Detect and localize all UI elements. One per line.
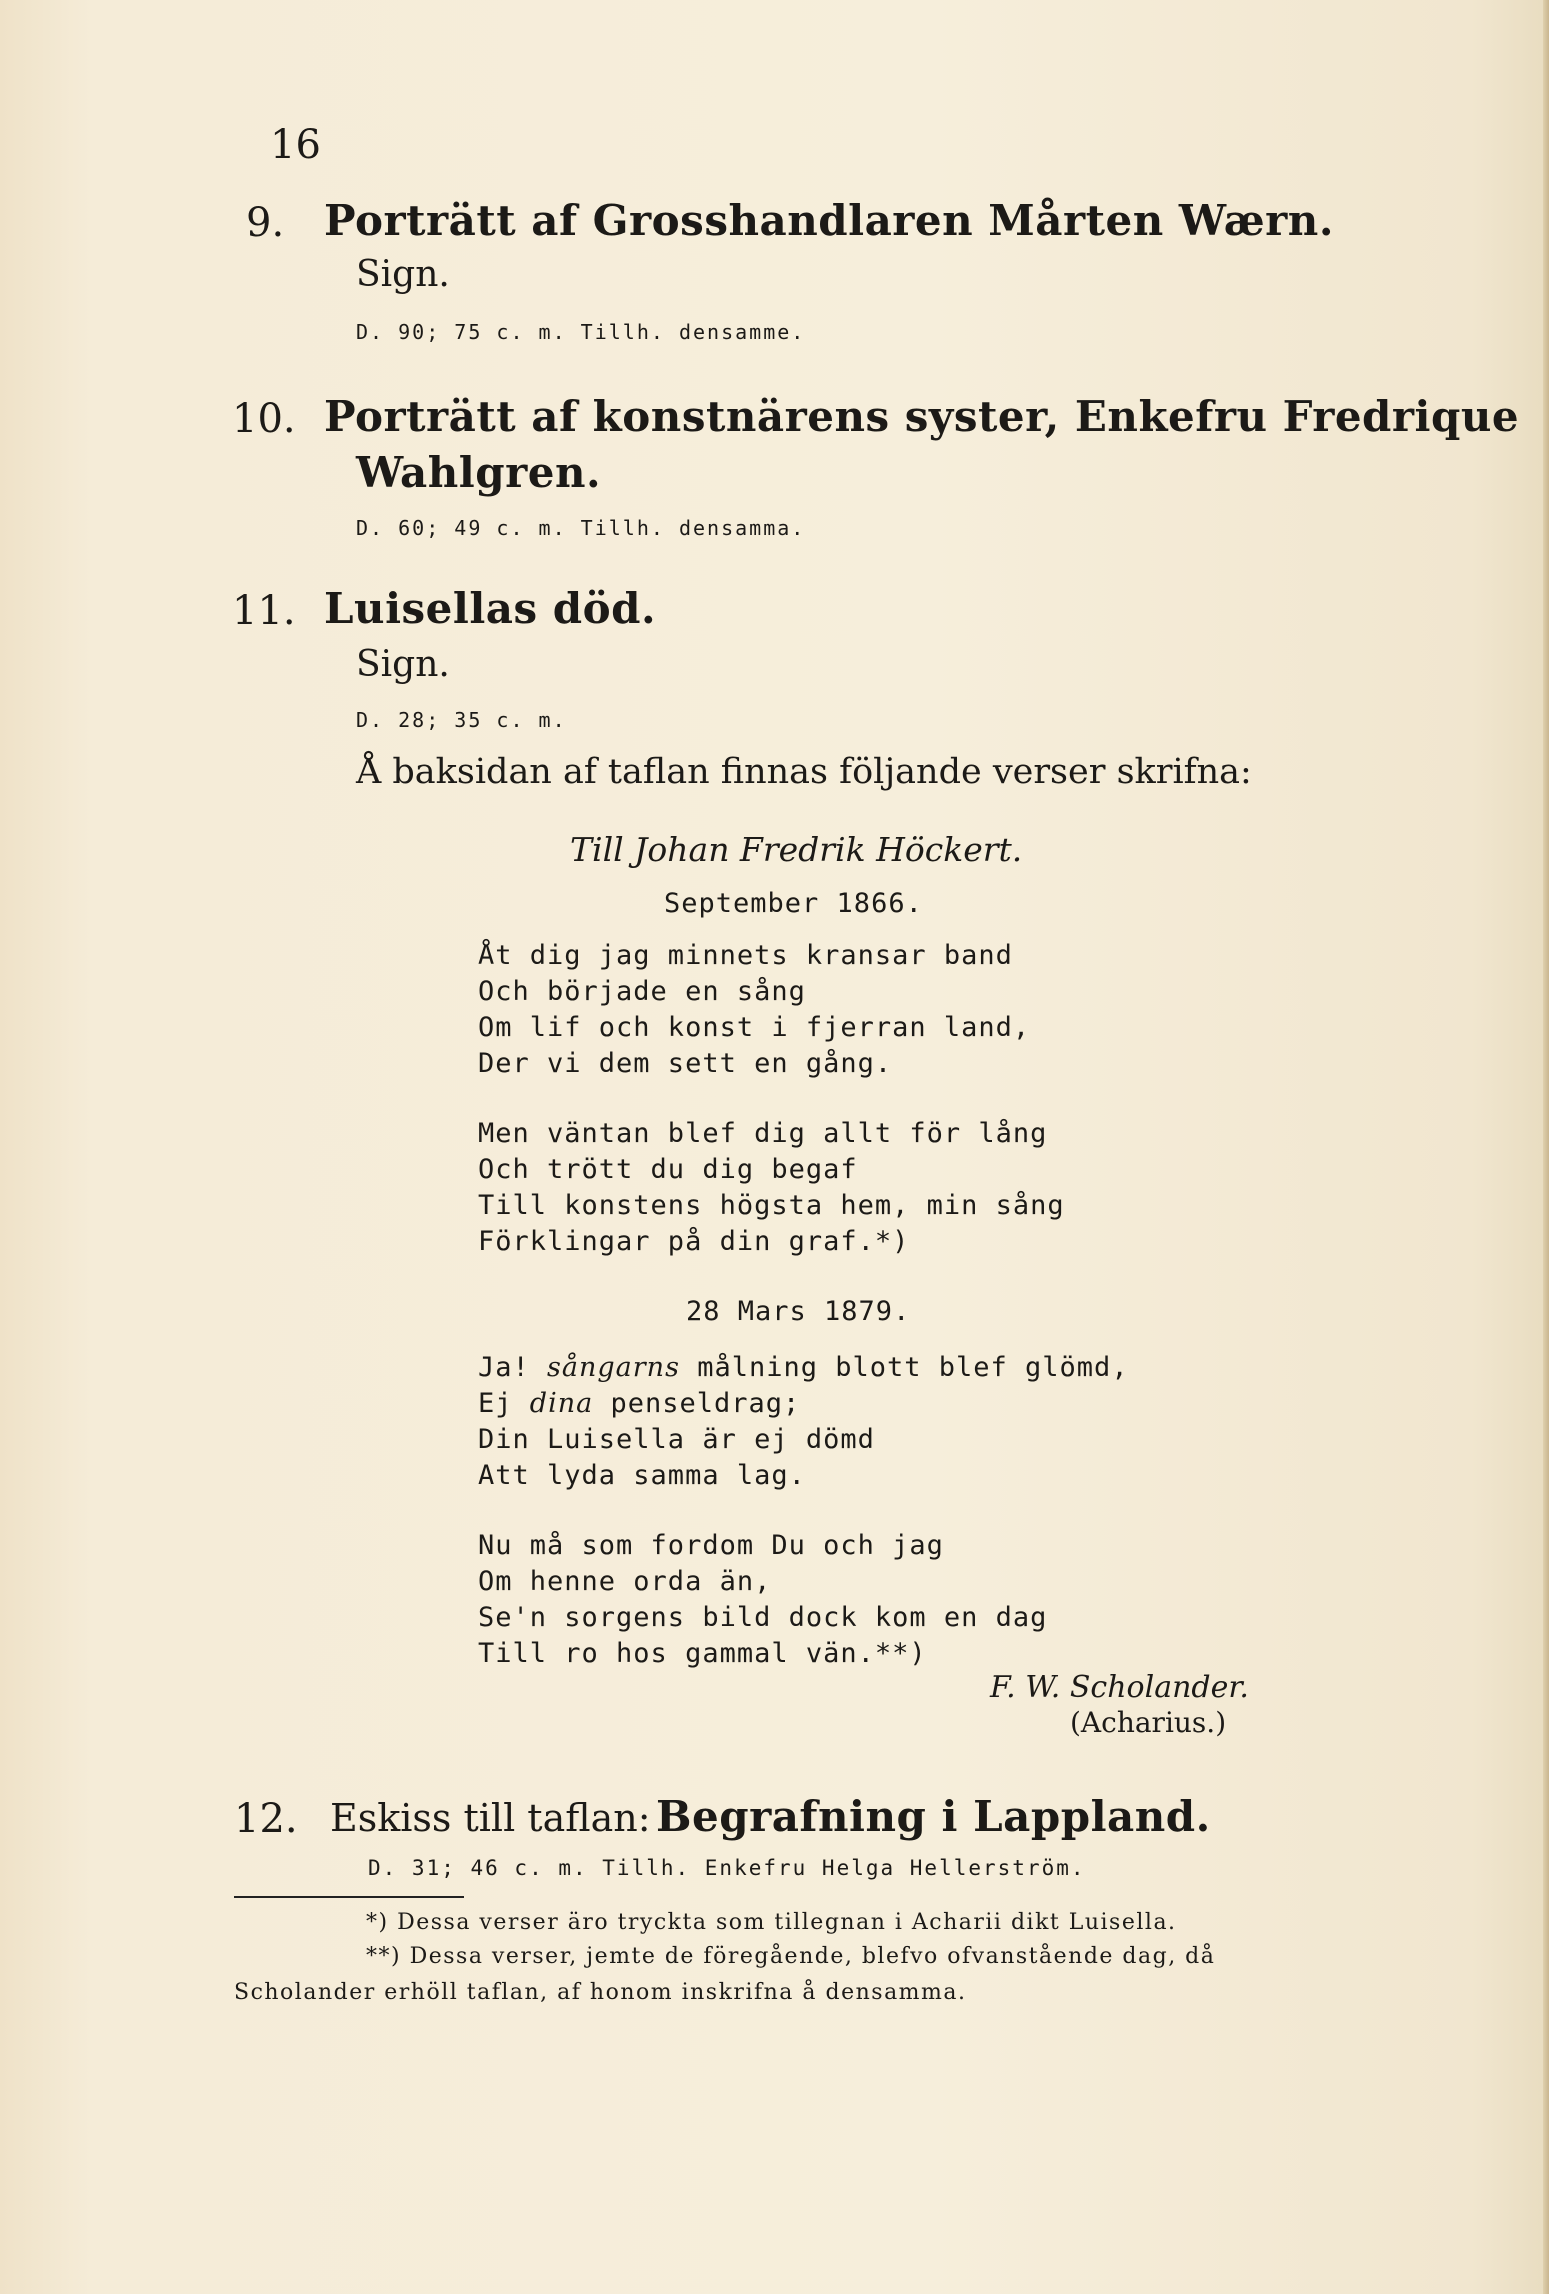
entry-note: Å baksidan af taflan finnas följande verser skrifna: bbox=[356, 752, 1252, 792]
poem-line: Åt dig jag minnets kransar band bbox=[478, 940, 1013, 971]
poem-line: Till konstens högsta hem, min sång bbox=[478, 1190, 1065, 1221]
poem-line: Till ro hos gammal vän.**) bbox=[478, 1638, 927, 1669]
poem-stanza bbox=[478, 938, 1030, 1082]
poem-line: Der vi dem sett en gång. bbox=[478, 1048, 893, 1079]
footnote-continued: Scholander erhöll taflan, af honom inskrifna å densamma. bbox=[234, 1980, 967, 2005]
entry-meta: D. 28; 35 c. m. bbox=[356, 708, 567, 732]
poem-line: Om henne orda än, bbox=[478, 1566, 772, 1597]
footnote: **) Dessa verser, jemte de föregående, blefvo ofvanstående dag, då bbox=[366, 1944, 1216, 1969]
poem-line: Nu må som fordom Du och jag bbox=[478, 1530, 944, 1561]
entry-number: 9. bbox=[246, 200, 285, 246]
poem-heading: Till Johan Fredrik Höckert. bbox=[570, 830, 1023, 869]
poem-pseudonym: (Acharius.) bbox=[1070, 1706, 1227, 1739]
entry-title: Begrafning i Lappland. bbox=[656, 1792, 1211, 1841]
entry-meta: D. 31; 46 c. m. Tillh. Enkefru Helga Hellerström. bbox=[368, 1856, 1086, 1880]
entry-number: 10. bbox=[232, 396, 296, 442]
entry-prefix: Eskiss till taflan: bbox=[330, 1796, 651, 1840]
poem-stanza bbox=[478, 1528, 1047, 1672]
emphasis: sångarns bbox=[547, 1352, 680, 1383]
poem-stanza bbox=[478, 1116, 1065, 1260]
entry-title: Porträtt af Grosshandlaren Mårten Wærn. bbox=[324, 196, 1334, 245]
poem-line: Men väntan blef dig allt för lång bbox=[478, 1118, 1048, 1149]
footnote-divider bbox=[234, 1896, 464, 1898]
entry-title: Porträtt af konstnärens syster, Enkefru Fredrique bbox=[324, 392, 1520, 441]
poem-line: Din Luisella är ej dömd bbox=[478, 1424, 875, 1455]
entry-sign: Sign. bbox=[356, 254, 450, 295]
poem-line: Och började en sång bbox=[478, 976, 806, 1007]
poem-line: Förklingar på din graf.*) bbox=[478, 1226, 910, 1257]
footnote: *) Dessa verser äro tryckta som tillegnan i Acharii dikt Luisella. bbox=[366, 1910, 1177, 1935]
entry-meta: D. 90; 75 c. m. Tillh. densamme. bbox=[356, 320, 806, 344]
entry-title-continued: Wahlgren. bbox=[356, 448, 602, 497]
poem-line: Och trött du dig begaf bbox=[478, 1154, 858, 1185]
poem-line: Se'n sorgens bild dock kom en dag bbox=[478, 1602, 1048, 1633]
entry-sign: Sign. bbox=[356, 644, 450, 685]
poem-line: Ja! sångarns målning blott blef glömd, bbox=[478, 1352, 1129, 1383]
poem-stanza bbox=[478, 1350, 1129, 1494]
poem-signature: F. W. Scholander. bbox=[990, 1670, 1249, 1705]
poem-line: Om lif och konst i fjerran land, bbox=[478, 1012, 1031, 1043]
page-edge bbox=[1543, 0, 1549, 2294]
poem-date: September 1866. bbox=[664, 888, 923, 919]
entry-title: Luisellas död. bbox=[324, 584, 657, 633]
entry-number: 11. bbox=[232, 588, 296, 634]
entry-meta: D. 60; 49 c. m. Tillh. densamma. bbox=[356, 516, 806, 540]
poem-line: Ej dina penseldrag; bbox=[478, 1388, 801, 1419]
poem-date: 28 Mars 1879. bbox=[686, 1296, 911, 1327]
poem-line: Att lyda samma lag. bbox=[478, 1460, 806, 1491]
entry-number: 12. bbox=[234, 1796, 298, 1842]
emphasis: dina bbox=[529, 1388, 594, 1419]
page-number: 16 bbox=[270, 122, 321, 168]
